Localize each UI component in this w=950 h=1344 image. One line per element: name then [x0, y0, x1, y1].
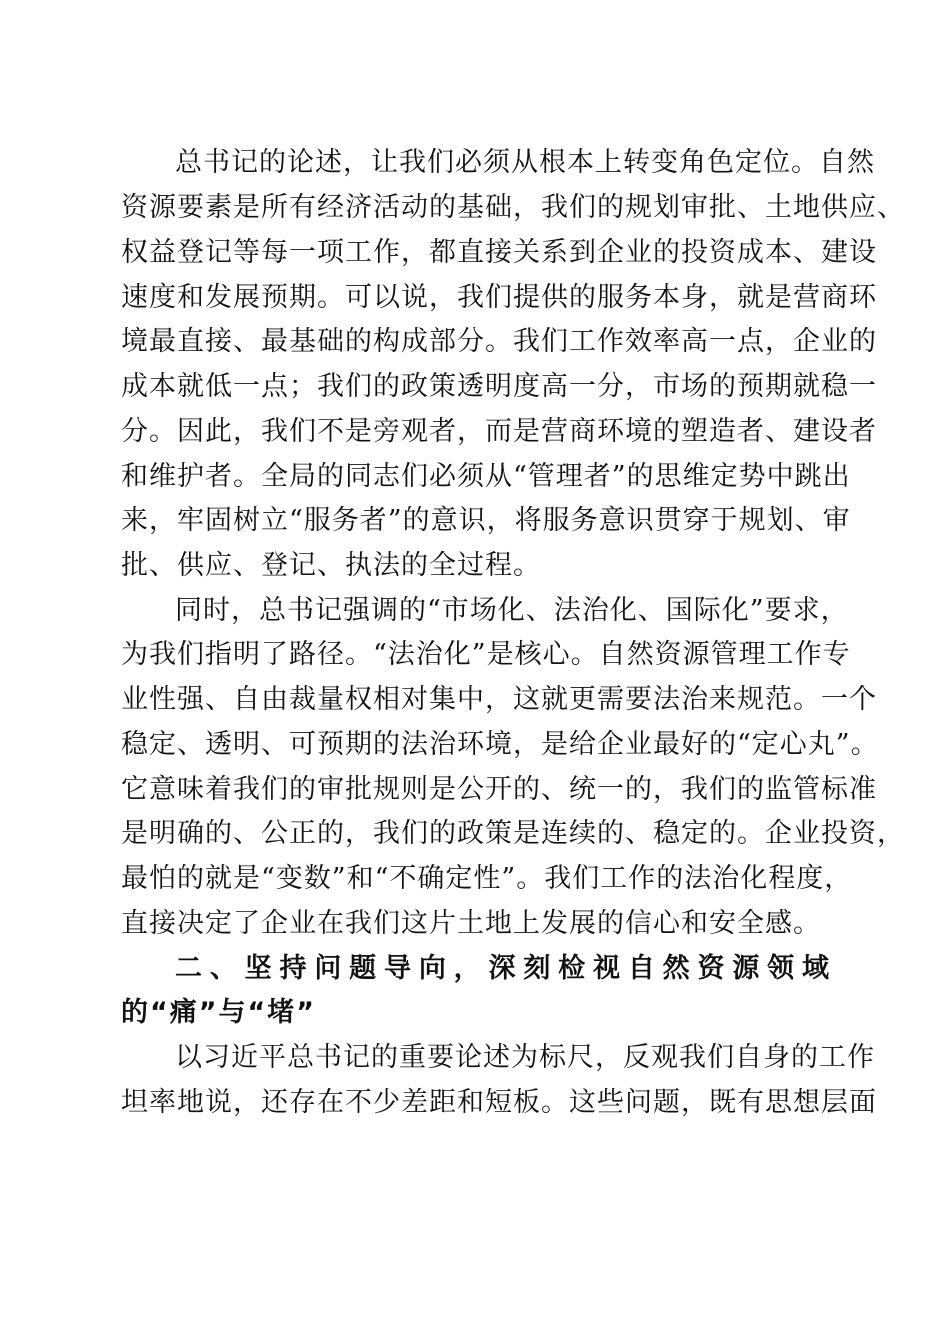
paragraph-2-line-7: 最怕的就是“变数”和“不确定性”。我们工作的法治化程度， — [121, 863, 853, 894]
paragraph-2-line-3: 业性强、自由裁量权相对集中，这就更需要法治来规范。一个 — [121, 684, 877, 715]
paragraph-2-line-1: 同时，总书记强调的“市场化、法治化、国际化”要求， — [175, 595, 849, 626]
paragraph-1-line-1: 总书记的论述，让我们必须从根本上转变角色定位。自然 — [175, 147, 875, 178]
paragraph-1-line-10: 批、供应、登记、执法的全过程。 — [121, 550, 541, 581]
paragraph-1-line-2: 资源要素是所有经济活动的基础，我们的规划审批、土地供应、 — [121, 192, 905, 223]
paragraph-3-line-2: 坦率地说，还存在不少差距和短板。这些问题，既有思想层面 — [121, 1087, 877, 1118]
paragraph-1-line-4: 速度和发展预期。可以说，我们提供的服务本身，就是营商环 — [121, 282, 877, 313]
paragraph-1-line-6: 成本就低一点；我们的政策透明度高一分，市场的预期就稳一 — [121, 371, 877, 402]
paragraph-1-line-5: 境最直接、最基础的构成部分。我们工作效率高一点，企业的 — [121, 326, 877, 357]
paragraph-1-line-3: 权益登记等每一项工作，都直接关系到企业的投资成本、建设 — [121, 237, 877, 268]
paragraph-2-line-4: 稳定、透明、可预期的法治环境，是给企业最好的“定心丸”。 — [121, 729, 879, 760]
section-heading-line-2: 的“痛”与“堵” — [121, 997, 316, 1028]
paragraph-1-line-9: 来，牢固树立“服务者”的意识，将服务意识贯穿于规划、审 — [121, 505, 851, 536]
paragraph-1-line-8: 和维护者。全局的同志们必须从“管理者”的思维定势中跳出 — [121, 461, 851, 492]
paragraph-2-line-2: 为我们指明了路径。“法治化”是核心。自然资源管理工作专 — [121, 639, 851, 670]
paragraph-2-line-8: 直接决定了企业在我们这片土地上发展的信心和安全感。 — [121, 908, 821, 939]
section-heading-line-1: 二、坚持问题导向，深刻检视自然资源领域 — [175, 953, 831, 984]
paragraph-1-line-7: 分。因此，我们不是旁观者，而是营商环境的塑造者、建设者 — [121, 416, 877, 447]
paragraph-2-line-6: 是明确的、公正的，我们的政策是连续的、稳定的。企业投资， — [121, 818, 905, 849]
paragraph-2-line-5: 它意味着我们的审批规则是公开的、统一的，我们的监管标准 — [121, 774, 877, 805]
paragraph-3-line-1: 以习近平总书记的重要论述为标尺，反观我们自身的工作 — [175, 1042, 875, 1073]
